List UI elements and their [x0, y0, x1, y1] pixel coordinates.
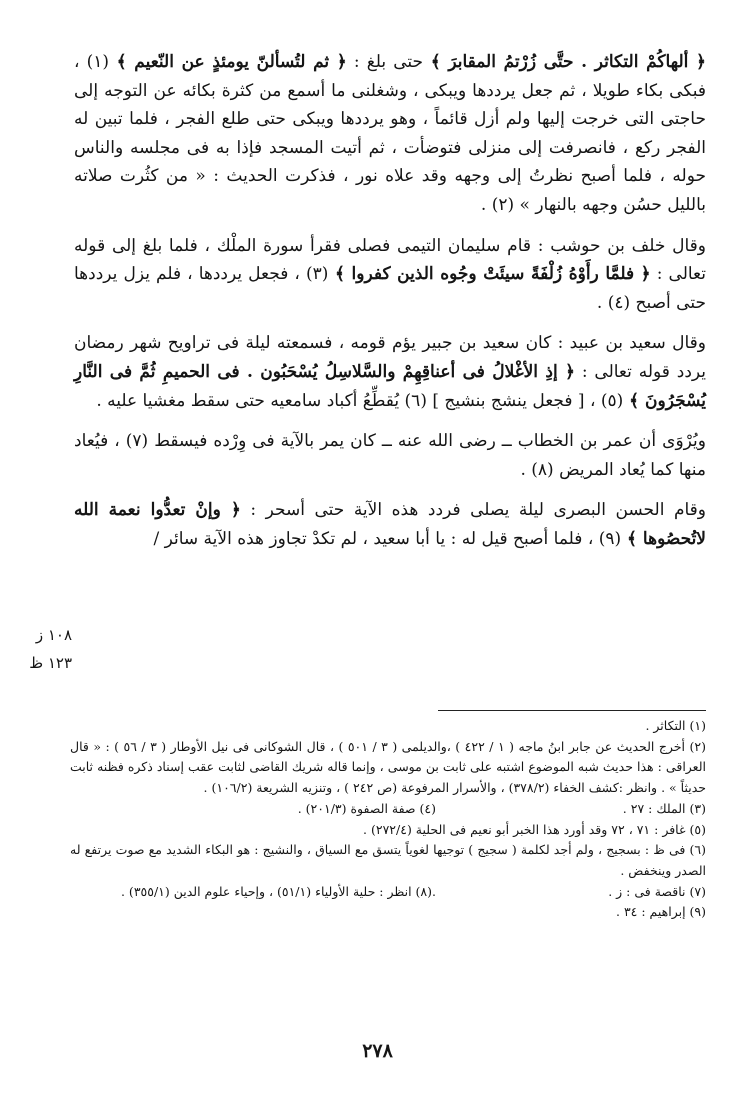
footnote-3: (٣) الملك : ٢٧ .: [622, 800, 706, 816]
paragraph-3: [74, 329, 706, 415]
quran-verse: ﴿ فلمَّا رأَوْهُ زُلْفَةً سيئَتْ وجُوه الذين كفروا ﴾: [328, 264, 651, 285]
text-segment: (٣) ، فجعل يرددها ، فلم يزل يرددها حتى أصبح (٤) .: [74, 264, 706, 313]
footnote-4: (٤) صفة الصفوة (٢٠١/٣) .: [297, 800, 436, 816]
footnote-2: (٢) أخرج الحديث عن جابر ابنُ ماجه ( ١ / ٤٢٢ ) ،والديلمى ( ٣ / ٥٠١ ) ، قال الشوكانى فى نيل الأوطار ( ٣ / ٥٦ ) : « قال العراقى : هذا حديث شبه الموضوع اشتبه على ثابت بن موسى ، وإنما قاله شريك القاضى لثابت عقب إسناد ذكره فظنه ثابت حديثاً » . وانظر :كشف الخفاء (٣٧٨/٢) ، والأسرار المرفوعة (ص ٢٤٢ ) ، وتنزيه الشريعة (١٠٦/٢) .: [70, 738, 706, 796]
margin-note-z: ١٠٨ ز: [35, 626, 72, 644]
paragraph-4: [74, 427, 706, 484]
text-segment: (٩) ، فلما أصبح قيل له : يا أبا سعيد ، لم تكدْ تجاوز هذه الآية سائر /: [153, 528, 622, 549]
text-segment: وقال سعيد بن عبيد : كان سعيد بن جبير يؤم قومه ، فسمعته ليلة فى تراويح شهر رمضان يردد قوله تعالى :: [74, 333, 707, 382]
footnote-divider: [438, 710, 706, 711]
text-segment: حتى بلغ :: [346, 52, 424, 72]
margin-note-zh: ١٢٣ ظ: [29, 654, 72, 672]
quran-verse: ﴿ وإنْ تعدُّوا نعمة الله لاتُحصُوها ﴾: [74, 500, 706, 549]
main-text: [74, 48, 706, 554]
text-segment: وقام الحسن البصرى ليلة يصلى فردد هذه الآية حتى أسحر :: [240, 500, 707, 521]
footnote-7: (٧) ناقصة فى : ز .: [608, 883, 706, 899]
footnote-6: (٦) فى ظ : بسجيج ، ولم أجد لكلمة ( سجيج ) توجيها لغوياً يتسق مع السياق ، والنشيج : هو البكاء الشديد مع صوت يرتفع له الصدر وينخفض .: [70, 842, 706, 878]
text-segment: (٥) ، [ فجعل ينشج بنشيج ] (٦) يُقطِّعُ أكباد سامعيه حتى سقط مغشيا عليه .: [96, 390, 624, 411]
text-segment: (١) ، فبكى بكاء طويلا ، ثم جعل يرددها ويبكى ، وشغلنى ما أسمع من كثرة بكائه عن التوجه إلى حاجتى التى خرجت إليها ولم أزل قائماً ، وهو يرددها ويبكى حتى طلع الفجر ، فلما تبين له الفجر ركع ، فانصرفت إلى منزلى فتوضأت ، ثم أتيت المسجد فإذا به فى مجلسه والناس حوله ، فلما أصبح نظرتُ إلى وجهه وقد علاه نور ، فذكرت الحديث : « من كثُرت صلاته بالليل حسُن وجهه بالنهار » (٢) .: [74, 52, 706, 215]
paragraph-5: [74, 496, 706, 553]
footnotes: [70, 716, 706, 923]
footnote-9: (٩) إبراهيم : ٣٤ .: [615, 904, 706, 920]
footnote-8: .(٨) انظر : حلية الأولياء (٥١/١) ، وإحياء علوم الدين (٣٥٥/١) .: [120, 883, 436, 899]
footnote-5: (٥) غافر : ٧١ ، ٧٢ وقد أورد هذا الخبر أبو نعيم فى الحلية (٢٧٢/٤) .: [363, 821, 706, 837]
text-segment: وقال خلف بن حوشب : قام سليمان التيمى فصلى فقرأ سورة الملْك ، فلما بلغ إلى قوله تعالى :: [74, 235, 706, 285]
quran-verse: ﴿ ثم لتُسألنّ يومئذٍ عن النّعيم ﴾: [109, 52, 347, 72]
paragraph-1: [74, 48, 706, 220]
quran-verse: ﴿ إذِ الأغْلالُ فى أعناقِهِمْ والسَّلاسِلُ يُسْحَبُون . فى الحميمِ ثُمَّ فى النَّارِ يُسْجَرُونَ ﴾: [74, 361, 706, 411]
text-segment: ويُرْوَى أن عمر بن الخطاب ــ رضى الله عنه ــ كان يمر بالآية فى وِرْده فيسقط (٧) ، فيُعاد منها كما يُعاد المريض (٨) .: [74, 431, 706, 480]
quran-verse: ﴿ ألهاكُمْ التكاثر . حتَّى زُرْتمُ المقابرَ ﴾: [423, 52, 707, 72]
page-number: ٢٧٨: [362, 1040, 393, 1062]
paragraph-2: [74, 232, 706, 318]
footnote-1: (١) التكاثر .: [645, 718, 706, 733]
